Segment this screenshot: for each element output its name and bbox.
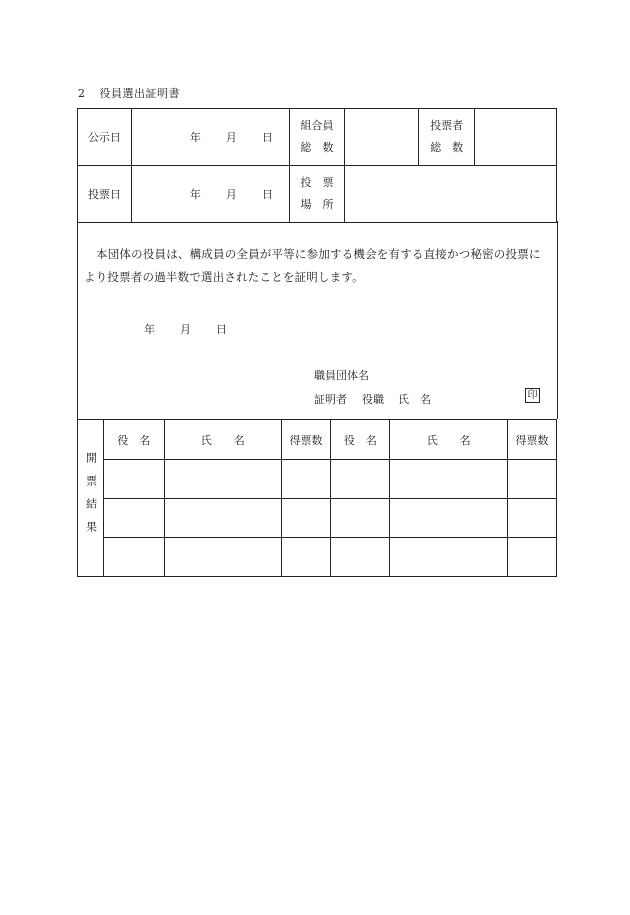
voters-total-field[interactable] <box>475 109 557 166</box>
members-total-label-line1: 組合員 <box>300 119 334 132</box>
org-name-label: 職員団体名 <box>314 369 369 382</box>
result-cell[interactable] <box>390 538 508 577</box>
result-cell[interactable] <box>103 499 164 538</box>
header-votes-1: 得票数 <box>281 420 331 460</box>
vote-place-label-line1: 投 票 <box>300 176 334 189</box>
election-info-table <box>77 108 557 223</box>
members-total-label-line2: 総 数 <box>300 141 334 154</box>
result-cell[interactable] <box>508 499 557 538</box>
notice-year-label: 年 <box>189 131 201 144</box>
document-heading <box>78 85 180 101</box>
certifier-label: 証明者 <box>314 393 347 406</box>
vote-place-field[interactable] <box>345 166 557 223</box>
seal-stamp-icon: 印 <box>525 388 540 403</box>
voters-total-label-line2: 総 数 <box>430 141 464 154</box>
header-name-1: 氏 名 <box>164 420 281 460</box>
header-name-2: 氏 名 <box>390 420 508 460</box>
result-cell[interactable] <box>164 499 281 538</box>
certificate-text <box>84 243 552 289</box>
vote-date-field[interactable] <box>131 166 289 223</box>
notice-date-label: 公示日 <box>78 109 132 166</box>
notice-date-field[interactable] <box>131 109 289 166</box>
result-cell[interactable] <box>103 460 164 499</box>
certificate-text-body: 本団体の役員は、構成員の全員が平等に参加する機会を有する直接かつ秘密の投票により投票者の過半数で選出されたことを証明します。 <box>84 247 541 284</box>
vote-month-label: 月 <box>225 188 237 201</box>
result-cell[interactable] <box>103 538 164 577</box>
results-side-label-text: 開票結果 <box>84 452 98 544</box>
result-cell[interactable] <box>281 460 331 499</box>
certificate-month-label: 月 <box>180 323 191 336</box>
result-cell[interactable] <box>508 460 557 499</box>
result-cell[interactable] <box>508 538 557 577</box>
position-label: 役職 <box>362 393 384 406</box>
vote-year-label: 年 <box>189 188 201 201</box>
header-position-2: 役 名 <box>331 420 390 460</box>
results-side-label <box>78 420 104 577</box>
heading-number: 2 <box>78 87 86 100</box>
result-cell[interactable] <box>164 460 281 499</box>
notice-month-label: 月 <box>225 131 237 144</box>
notice-day-label: 日 <box>261 131 273 144</box>
members-total-label <box>289 109 345 166</box>
result-cell[interactable] <box>390 499 508 538</box>
result-cell[interactable] <box>281 499 331 538</box>
table-row <box>78 499 557 538</box>
vote-day-label: 日 <box>261 188 273 201</box>
vote-place-label-line2: 場 所 <box>300 198 334 211</box>
certificate-year-label: 年 <box>144 323 155 336</box>
table-row <box>78 460 557 499</box>
certificate-section <box>77 221 558 419</box>
result-cell[interactable] <box>164 538 281 577</box>
vote-date-label: 投票日 <box>78 166 132 223</box>
result-cell[interactable] <box>331 499 390 538</box>
result-cell[interactable] <box>390 460 508 499</box>
voters-total-label <box>419 109 475 166</box>
result-cell[interactable] <box>331 460 390 499</box>
result-cell[interactable] <box>281 538 331 577</box>
result-cell[interactable] <box>331 538 390 577</box>
signer-name-label: 氏 名 <box>398 393 431 406</box>
voters-total-label-line1: 投票者 <box>430 119 464 132</box>
vote-place-label <box>289 166 345 223</box>
table-row <box>78 538 557 577</box>
certificate-day-label: 日 <box>216 323 227 336</box>
header-votes-2: 得票数 <box>508 420 557 460</box>
header-position-1: 役 名 <box>103 420 164 460</box>
vote-results-table <box>77 419 557 577</box>
heading-title: 役員選出証明書 <box>99 87 180 100</box>
members-total-field[interactable] <box>345 109 419 166</box>
